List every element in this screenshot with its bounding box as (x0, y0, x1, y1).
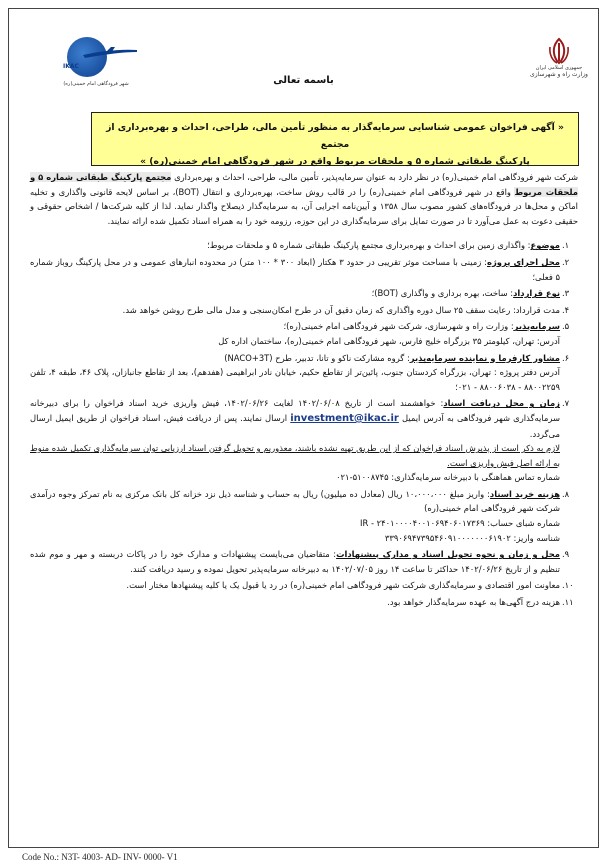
airplane-icon (81, 47, 139, 61)
item-note: لازم به ذکر است از پذیرش اسناد فراخوان که از این طریق تهیه نشده باشند، معذوریم و تحویل گرفتن اسناد ارزیابی توان سرمایه‌گذاری تکمیل شده منوط به ارائه اصل فیش واریزی است. (30, 443, 560, 468)
item-label: نوع قرارداد (513, 288, 560, 299)
banner-line-2: پارکینگ طبقاتی شماره ۵ و ملحقات مربوط واقع در شهر فرودگاهی امام خمینی(ره) » (140, 156, 530, 167)
item-number: ۱۰. (562, 580, 574, 591)
item-text: : واگذاری زمین برای احداث و بهره‌برداری مجتمع پارکینگ طبقاتی شماره ۵ و ملحقات مربوط؛ (207, 240, 531, 251)
ikac-text: IKAC (63, 63, 79, 70)
list-item-2 (30, 255, 578, 284)
item-text: : متقاضیان می‌بایست پیشنهادات و مدارک خود را در پاکات دربسته و مهر و موم شده تنظیم و از تاریخ ۱۴۰۲/۰۶/۲۶ حداکثر تا ساعت ۱۴ روز ۱۴۰۲/۰۷/۰۵ به دبیرخانه سرمایه‌پذیر تحویل نموده و رسید دریافت کنند. (30, 549, 560, 574)
item-label: مشاور کارفرما و نماینده سرمایه‌پذیر (409, 352, 560, 363)
list-item-1 (30, 238, 578, 253)
item-text: : ساخت، بهره برداری و واگذاری (BOT)؛ (371, 288, 514, 299)
item-number: ۴. (562, 304, 570, 315)
intro-text-1: شرکت شهر فرودگاهی امام خمینی(ره) در نظر دارد به عنوان سرمایه‌پذیر، تأمین مالی، طراحی، احداث و بهره‌برداری (171, 172, 579, 182)
item-address: آدرس: تهران، کیلومتر ۳۵ بزرگراه خلیج فارس، شهر فرودگاهی امام خمینی(ره)، ساختمان اداره کل (218, 335, 560, 346)
list-item-8 (30, 487, 578, 545)
item-number: ۷. (562, 398, 570, 409)
item-label: محل اجرای پروژه (487, 256, 560, 267)
document-code: Code No.: N3T- 4003- AD- INV- 0000- V1 (22, 852, 178, 862)
item-account: شماره شبای حساب: IR - ۲۴۰۱۰۰۰۰۴۰۰۱۰۶۹۴۰۶۰۱۷۳۶۹ (360, 518, 560, 529)
item-address: آدرس دفتر پروژه : تهران، بزرگراه کردستان جنوب، پائین‌تر از تقاطع حکیم، خیابان نادر ابراهیمی (هفدهم)، بعد از تقاطع جانبازان، پلاک ۴۶، طبقه ۴، تلفن ۸۸۰۰۲۲۵۹ - ۸۸۰۰۶۰۳۸ - ۰۲۱؛ (30, 367, 560, 392)
item-label: محل و زمان و نحوه تحویل اسناد و مدارک پیشنهادات (336, 549, 560, 560)
item-number: ۹. (562, 549, 570, 560)
item-label: زمان و محل دریافت اسناد (443, 398, 560, 409)
ministry-caption-top: جمهوری اسلامی ایران (535, 65, 583, 71)
item-text: مدت قرارداد: رعایت سقف ۲۵ سال دوره واگذاری که زمان دقیق آن در طرح امکان‌سنجی و مدل مالی طرح روشن خواهد شد. (122, 304, 560, 315)
letterhead (9, 9, 598, 101)
ministry-caption-bottom: وزارت راه و شهرسازی (530, 71, 588, 78)
item-label: هزینه خرید اسناد (489, 488, 560, 499)
email-link[interactable]: investment@ikac.ir (290, 412, 399, 424)
item-number: ۱۱. (562, 597, 574, 608)
item-number: ۶. (562, 352, 570, 363)
list-item-5 (30, 319, 578, 348)
page-title: باسمه تعالی (273, 75, 334, 86)
list-item-6 (30, 351, 578, 395)
intro-paragraph (30, 170, 578, 228)
item-text: معاونت امور اقتصادی و سرمایه‌گذاری شرکت شهر فرودگاهی امام خمینی(ره) در رد یا قبول یک یا کلیه پیشنهادها مختار است. (126, 580, 560, 591)
emblem-icon (547, 37, 571, 65)
item-text: : وزارت راه و شهرسازی، شرکت شهر فرودگاهی امام خمینی(ره)؛ (283, 321, 514, 332)
item-shenaseh: شناسه واریز: ۳۳۹۰۶۹۴۷۳۹۵۴۶۰۹۱۰۰۰۰۰۰۰۶۱۹۰۲ (384, 532, 560, 543)
ministry-logo (529, 37, 589, 97)
intro-highlight: مجتمع پارکینگ طبقاتی شماره ۵ و ملحقات مربوط (30, 172, 578, 197)
list-item-11 (30, 595, 578, 610)
item-label: سرمایه‌پذیر (513, 321, 560, 332)
list-item-9 (30, 547, 578, 576)
item-text: : گروه مشارکت ناکو و تانا، تدبیر، طرح (NACO+3T) (224, 352, 410, 363)
item-number: ۵. (562, 321, 570, 332)
item-text-2: ارسال نمایند. پس از دریافت فیش، اسناد فراخوان از طریق ایمیل ارسال می‌گردد. (30, 412, 560, 439)
item-number: ۸. (562, 488, 570, 499)
list-item-10 (30, 578, 578, 593)
item-number: ۲. (562, 256, 570, 267)
item-text: هزینه درج آگهی‌ها به عهده سرمایه‌گذار خواهد بود. (387, 597, 560, 608)
list-item-7 (30, 396, 578, 485)
document-body (30, 170, 578, 612)
list-item-3 (30, 286, 578, 301)
announcement-banner (91, 112, 579, 166)
ikac-caption: شهر فرودگاهی امام خمینی(ره) (63, 81, 129, 87)
item-text: : خواهشمند است از تاریخ ۱۴۰۲/۰۶/۰۸ لغایت ۱۴۰۲/۰۶/۲۶، فیش واریزی خرید اسناد فراخوان را برای دبیرخانه سرمایه‌گذاری شهر فرودگاهی به آدرس ایمیل (30, 398, 560, 423)
item-phone: شماره تماس هماهنگی با دبیرخانه سرمایه‌گذاری: ۵۱۰۰۸۷۴۵-۰۲۱ (336, 472, 560, 483)
list-item-4 (30, 303, 578, 318)
banner-line-1: « آگهی فراخوان عمومی شناسایی سرمایه‌گذار به منظور تأمین مالی، طراحی، احداث و بهره‌برداری از مجتمع (106, 122, 564, 150)
item-label: موضوع (530, 240, 560, 251)
item-number: ۳. (562, 288, 570, 299)
item-text: : زمینی با مساحت موثر تقریبی در حدود ۳ هکتار (ابعاد ۳۰۰ * ۱۰۰ متر) در محدوده انبارهای عمومی و در محل پارکینگ روباز شماره ۵ فعلی؛ (30, 256, 560, 282)
item-text: : واریز مبلغ ۱۰،۰۰۰،۰۰۰ ریال (معادل ده میلیون) ریال به حساب و شناسه ذیل نزد خزانه کل بانک مرکزی به نام تمرکز وجوه درآمدی شرکت شهر فرودگاهی امام خمینی(ره) (30, 488, 560, 514)
item-number: ۱. (562, 240, 570, 251)
intro-text-2: واقع در شهر فرودگاهی امام خمینی(ره) را در قالب روش ساخت، بهره‌برداری و انتقال (BOT)، بر اساس لایحه قانونی واگذاری و تخلیه اماکن و محل‌ها در فرودگاه‌های کشور مصوب سال ۱۳۵۸ و آیین‌نامه اجرایی آن، به سرمایه‌گذار ذیصلاح واگذار نماید. لذا از کلیه شرکت‌ها / اشخاص حقوقی و حقیقی دعوت به عمل می‌آورد تا در صورت تمایل برای سرمایه‌گذاری در این حوزه، رزومه خود را به همراه اسناد تکمیل شده ارائه نمایند. (30, 186, 578, 226)
